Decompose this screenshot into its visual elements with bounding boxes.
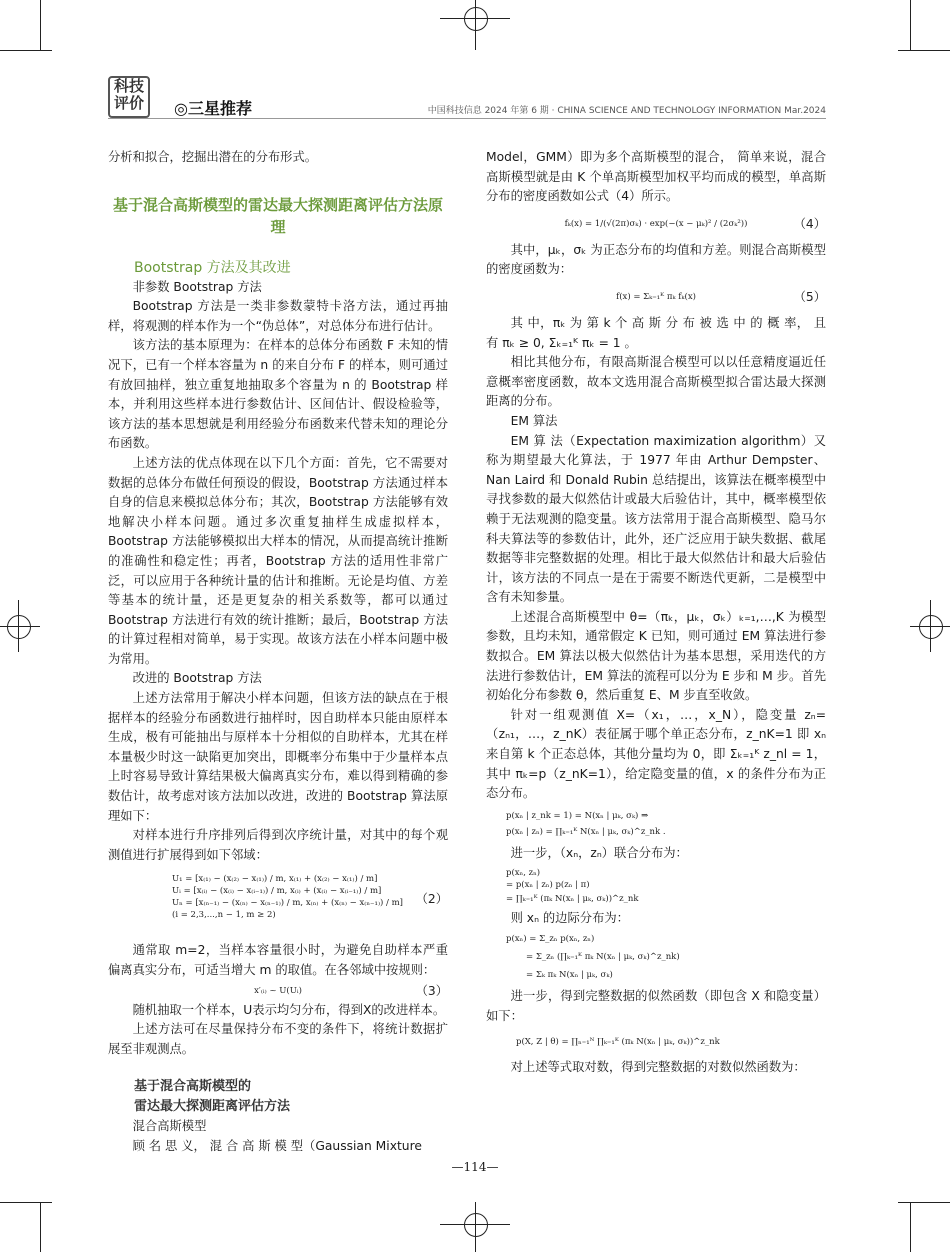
registration-circle-left bbox=[7, 615, 31, 639]
paragraph: 顾 名 思 义， 混 合 高 斯 模 型（Gaussian Mixture bbox=[132, 1138, 422, 1153]
equation-line: p(X, Z | θ) = ∏ₙ₌₁ᴺ ∏ₖ₌₁ᴷ (πₖ N(xₙ | μₖ, σₖ))^z_nk bbox=[516, 1037, 720, 1048]
paragraph: Bootstrap 方法是一类非参数蒙特卡洛方法，通过再抽样，将观测的样本作为一个“伪总体”，对总体分布进行估计。 bbox=[108, 299, 448, 333]
section-title: 基于混合高斯模型的雷达最大探测距离评估方法原理 bbox=[112, 195, 443, 236]
subsection-title-line-1: 基于混合高斯模型的 bbox=[134, 1079, 252, 1095]
equation-line: = Σₖ πₖ N(xₙ | μₖ, σₖ) bbox=[526, 970, 613, 980]
paragraph: 其中，μₖ，σₖ 为正态分布的均值和方差。则混合高斯模型的密度函数为： bbox=[486, 242, 826, 277]
paragraph: 相比其他分布，有限高斯混合模型可以以任意精度逼近任意概率密度函数，故本文选用混合高斯模型拟合雷达最大探测距离的分布。 bbox=[486, 355, 826, 409]
page-header bbox=[108, 76, 826, 116]
paragraph: Model，GMM）即为多个高斯模型的混合， 简单来说，混合高斯模型就是由 K 个单高斯模型加权平均而成的模型，单高斯分布的密度函数如公式（4）所示。 bbox=[486, 150, 826, 204]
paragraph: 针对一组观测值 X=（x₁，…，x_N），隐变量 zₙ=（zₙ₁，…，z_nK）表征属于哪个单正态分布，z_nK=1 即 xₙ 来自第 k 个正态总体，其他分量均为 0，即 Σₖ₌₁ᴷ z_nl = 1，其中 πₖ=p（z_nK=1），给定隐变量的值，x 的条件分布为正态分布。 bbox=[486, 707, 826, 801]
paragraph: EM 算 法（Expectation maximization algorithm）又称为期望最大化算法，于 1977 年由 Arthur Dempster、Nan Laird 和 Donald Rubin 总结提出，该算法在概率模型中寻找参数的最大似然估计或最大后验估计，其中，概率模型依赖于无法观测的隐变量。该方法常用于混合高斯模型、隐马尔科夫算法等的参数估计，此外，还广泛应用于缺失数据、截尾数据等非完整数据的处理。相比于最大似然估计和最大后验估计，该方法的不同点一是在于需要不断迭代更新，二是模型中含有未知参量。 bbox=[486, 433, 826, 605]
equation-line: p(xₙ | zₙ) = ∏ₖ₌₁ᴷ N(xₙ | μₖ, σₖ)^z_nk . bbox=[506, 826, 666, 837]
crop-mark-bl-v bbox=[40, 1202, 41, 1252]
paragraph: 该方法的基本原理为：在样本的总体分布函数 F 未知的情况下，已有一个样本容量为 n 的来自分布 F 的样本，则可通过有放回抽样，独立重复地抽取多个容量为 n 的 Bootstrap 样本，并利用这些样本进行参数估计、区间估计、假设检验等，该方法的基本思想就是利用经验分布函数来代替未知的理论分布函数。 bbox=[108, 338, 448, 451]
equation-line: p(xₙ, zₙ) bbox=[506, 868, 541, 879]
section-name: ◎三星推荐 bbox=[174, 99, 252, 118]
registration-circle-right bbox=[919, 615, 943, 639]
equation-line: = p(xₙ | zₙ) p(zₙ | π) bbox=[506, 880, 590, 891]
equation-6 bbox=[506, 810, 826, 838]
subsubsection-title: 非参数 Bootstrap 方法 bbox=[132, 279, 262, 294]
paragraph: 对上述等式取对数，得到完整数据的对数似然函数为： bbox=[510, 1060, 806, 1075]
paragraph: 其 中，πₖ 为 第 k 个 高 斯 分 布 被 选 中 的 概 率， 且 有 πₖ ≥ 0, Σₖ₌₁ᴷ πₖ = 1 。 bbox=[486, 315, 826, 350]
paragraph: 对样本进行升序排列后得到次序统计量，对其中的每个观测值进行扩展得到如下邻域： bbox=[108, 828, 448, 862]
subsection-title-line-2: 雷达最大探测距离评估方法 bbox=[134, 1099, 291, 1115]
equation-line: fₖ(x) = 1/(√(2π)σₖ) · exp(−(x − μₖ)² / (2σₖ²)) bbox=[564, 218, 748, 229]
crop-mark-tr-h bbox=[898, 50, 950, 51]
equation-7 bbox=[506, 867, 826, 905]
paragraph: 上述方法常用于解决小样本问题，但该方法的缺点在于根据样本的经验分布函数进行抽样时，因自助样本只能由原样本生成，极有可能抽出与原样本十分相似的自助样本，尤其在样本量极少时这一缺陷更加突出，即概率分布集中于少量样本点上时容易导致计算结果极大偏离真实分布，难以得到精确的参数估计，故考虑对该方法加以改进，改进的 Bootstrap 算法原理如下： bbox=[108, 691, 448, 823]
equation-line: = ∏ₖ₌₁ᴷ (πₖ N(xₙ | μₖ, σₖ))^z_nk bbox=[506, 894, 639, 905]
equation-number: （5） bbox=[793, 289, 826, 304]
crop-mark-tl-h bbox=[0, 50, 52, 51]
crop-mark-tl-v bbox=[40, 0, 41, 50]
equation-line: (i = 2,3,...,n − 1, m ≥ 2) bbox=[172, 910, 276, 921]
subsubsection-title: EM 算法 bbox=[510, 413, 558, 428]
equation-number: （3） bbox=[415, 983, 448, 998]
equation-line: x′₍ᵢ₎ ~ U(Uᵢ) bbox=[254, 985, 302, 996]
equation-number: （2） bbox=[415, 892, 448, 907]
header-rule bbox=[108, 118, 826, 119]
paragraph: 分析和拟合，挖掘出潜在的分布形式。 bbox=[108, 150, 318, 164]
equation-line: p(xₙ) = Σ_zₙ p(xₙ, zₙ) bbox=[506, 934, 595, 944]
right-column bbox=[486, 148, 826, 1078]
equation-line: = Σ_zₙ (∏ₖ₌₁ᴷ πₖ N(xₙ | μₖ, σₖ)^z_nk) bbox=[526, 952, 680, 962]
subsection-title: Bootstrap 方法及其改进 bbox=[134, 259, 291, 276]
equation-5 bbox=[486, 280, 826, 314]
equation-9 bbox=[516, 1036, 826, 1048]
equation-line: Uₙ = [x₍ₙ₋₁₎ − (x₍ₙ₎ − x₍ₙ₋₁₎) / m, x₍ₙ₎ + (x₍ₙ₎ − x₍ₙ₋₁₎) / m] bbox=[172, 898, 403, 909]
equation-3 bbox=[108, 981, 448, 1001]
crop-mark-tr-v bbox=[910, 0, 911, 50]
paragraph: 随机抽取一个样本，U表示均匀分布，得到X的改进样本。 bbox=[132, 1002, 446, 1017]
paragraph: 通常取 m=2，当样本容量很小时，为避免自助样本严重偏离真实分布，可适当增大 m 的取值。在各邻域中按规则： bbox=[108, 943, 448, 977]
paragraph: 则 xₙ 的边际分布为： bbox=[510, 911, 629, 926]
logo-line-1: 科技 bbox=[113, 77, 144, 95]
equation-4 bbox=[486, 207, 826, 241]
registration-circle-top bbox=[464, 7, 488, 31]
paragraph: 上述方法可在尽量保持分布不变的条件下，将统计数据扩展至非观测点。 bbox=[108, 1022, 448, 1056]
journal-info: 中国科技信息 2024 年第 6 期 · CHINA SCIENCE AND TECHNOLOGY INFORMATION Mar.2024 bbox=[427, 106, 826, 116]
crop-mark-br-h bbox=[898, 1202, 950, 1203]
equation-2 bbox=[172, 873, 448, 933]
registration-circle-bottom bbox=[464, 1213, 488, 1237]
journal-section-logo bbox=[108, 76, 150, 118]
equation-8 bbox=[506, 933, 826, 981]
crop-mark-br-v bbox=[910, 1202, 911, 1252]
equation-line: Uᵢ = [x₍ᵢ₎ − (x₍ᵢ₎ − x₍ᵢ₋₁₎) / m, x₍ᵢ₎ + (x₍ᵢ₎ − x₍ᵢ₋₁₎) / m] bbox=[172, 886, 382, 897]
subsubsection-title: 混合高斯模型 bbox=[132, 1119, 207, 1134]
logo-line-2: 评价 bbox=[113, 94, 144, 112]
paragraph: 进一步，（xₙ，zₙ）联合分布为： bbox=[510, 845, 688, 860]
page-number: —114— bbox=[451, 1160, 499, 1174]
crop-mark-bl-h bbox=[0, 1202, 52, 1203]
subsubsection-title: 改进的 Bootstrap 方法 bbox=[132, 671, 262, 686]
left-column bbox=[108, 148, 448, 1157]
paragraph: 进一步，得到完整数据的似然函数（即包含 X 和隐变量）如下： bbox=[486, 989, 826, 1023]
equation-line: U₁ = [x₍₁₎ − (x₍₂₎ − x₍₁₎) / m, x₍₁₎ + (x₍₂₎ − x₍₁₎) / m] bbox=[172, 874, 378, 885]
equation-number: （4） bbox=[793, 216, 826, 231]
paragraph: 上述混合高斯模型中 θ=（πₖ，μₖ，σₖ）ₖ₌₁,…,K 为模型参数，且均未知，通常假定 K 已知，则可通过 EM 算法进行参数拟合。EM 算法以极大似然估计为基本思想，采用迭代的方法进行参数估计，EM 算法的流程可以分为 E 步和 M 步。首先初始化分布参数 θ，然后重复 E、M 步直至收敛。 bbox=[486, 609, 826, 703]
equation-line: p(xₙ | z_nk = 1) = N(xₙ | μₖ, σₖ) ⇒ bbox=[506, 810, 649, 821]
paragraph: 上述方法的优点体现在以下几个方面：首先，它不需要对数据的总体分布做任何预设的假设，Bootstrap 方法通过样本自身的信息来模拟总体分布；其次，Bootstrap 方法能够有效地解决小样本问题。通过多次重复抽样生成虚拟样本，Bootstrap 方法能够模拟出大样本的情况，从而提高统计推断的准确性和稳定性；再者，Bootstrap 方法的适用性非常广泛，可以应用于各种统计量的估计和推断。无论是均值、方差等基本的统计量，还是更复杂的相关系数等，都可以通过 Bootstrap 方法进行有效的统计推断；最后，Bootstrap 方法的计算过程相对简单，易于实现。故该方法在小样本问题中极为常用。 bbox=[108, 455, 448, 666]
equation-line: f(x) = Σₖ₌₁ᴷ πₖ fₖ(x) bbox=[616, 291, 696, 302]
